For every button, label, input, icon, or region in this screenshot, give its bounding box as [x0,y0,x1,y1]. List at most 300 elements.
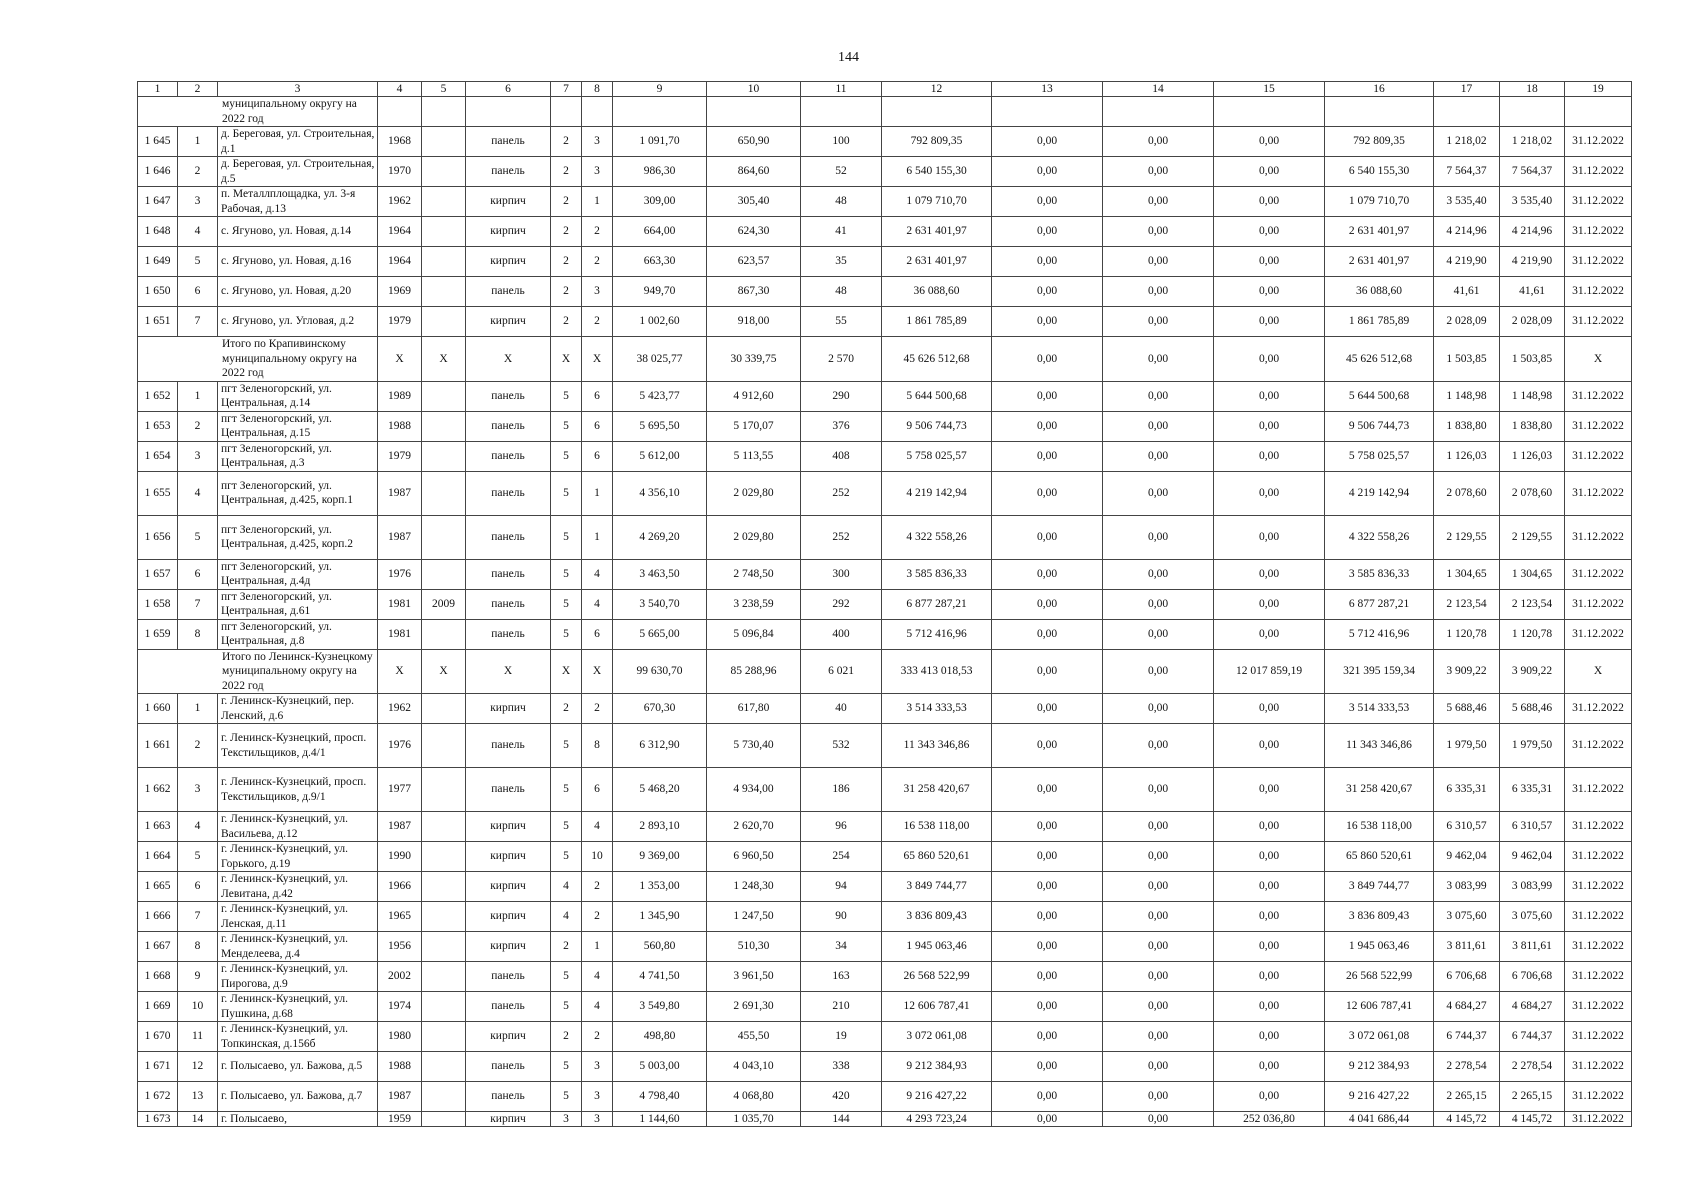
table-cell: 0,00 [1214,411,1325,441]
table-cell [422,1022,466,1052]
table-cell: 9 369,00 [613,842,707,872]
table-cell: 0,00 [1103,337,1214,382]
address-cell: г. Полысаево, [218,1112,378,1127]
table-cell: 9 216 427,22 [1325,1082,1434,1112]
column-number: 8 [582,82,613,97]
table-cell: 1 [582,187,613,217]
column-number: 9 [613,82,707,97]
table-cell: 664,00 [613,217,707,247]
table-cell: 2 265,15 [1434,1082,1500,1112]
table-cell: 0,00 [1103,1052,1214,1082]
column-number: 10 [707,82,801,97]
table-cell: панель [466,559,551,589]
column-number: 14 [1103,82,1214,97]
table-cell: 31.12.2022 [1565,471,1632,515]
table-cell: 0,00 [1103,694,1214,724]
table-cell: 8 [178,932,218,962]
table-cell: 0,00 [992,217,1103,247]
table-cell: 0,00 [992,471,1103,515]
total-row [138,97,1632,127]
table-cell: 5 665,00 [613,619,707,649]
table-cell: 0,00 [1103,902,1214,932]
table-cell [422,962,466,992]
table-row [138,277,1632,307]
table-cell: 292 [801,589,882,619]
table-cell [422,187,466,217]
table-cell: 31.12.2022 [1565,724,1632,768]
table-cell: 1980 [378,1022,422,1052]
table-cell: 0,00 [992,768,1103,812]
table-cell: 4 145,72 [1500,1112,1565,1127]
table-cell: 2 [551,157,582,187]
table-cell: 31.12.2022 [1565,962,1632,992]
table-cell: 6 706,68 [1500,962,1565,992]
table-cell: 4 269,20 [613,515,707,559]
table-cell: X [466,337,551,382]
table-cell: 0,00 [1214,157,1325,187]
address-cell: с. Ягуново, ул. Новая, д.20 [218,277,378,307]
table-cell: 5 758 025,57 [1325,441,1434,471]
table-cell: 252 036,80 [1214,1112,1325,1127]
table-cell: 3 [178,768,218,812]
table-cell: 31.12.2022 [1565,1082,1632,1112]
table-cell: 1 148,98 [1434,381,1500,411]
table-cell: 3 540,70 [613,589,707,619]
table-cell: 5 612,00 [613,441,707,471]
address-cell: д. Береговая, ул. Строительная, д.5 [218,157,378,187]
table-cell: 2 [582,872,613,902]
table-cell: 2 [582,217,613,247]
table-cell: 1987 [378,1082,422,1112]
table-cell: 6 312,90 [613,724,707,768]
table-cell: 1965 [378,902,422,932]
table-cell: 210 [801,992,882,1022]
table-cell: 0,00 [992,619,1103,649]
table-cell: 100 [801,127,882,157]
housing-registry-table [137,81,1632,1127]
table-cell: 4 [582,589,613,619]
table-cell: 40 [801,694,882,724]
table-cell: 0,00 [1103,649,1214,694]
table-cell: 9 462,04 [1434,842,1500,872]
table-cell: 0,00 [992,441,1103,471]
table-cell: 1987 [378,515,422,559]
table-cell: 1 248,30 [707,872,801,902]
address-cell: с. Ягуново, ул. Новая, д.16 [218,247,378,277]
table-cell: 0,00 [1103,217,1214,247]
table-cell: 3 [582,277,613,307]
table-cell: 252 [801,515,882,559]
table-cell: 5 [551,992,582,1022]
table-cell: 1964 [378,217,422,247]
table-row [138,381,1632,411]
address-cell: пгт Зеленогорский, ул. Центральная, д.8 [218,619,378,649]
table-cell: 31 258 420,67 [882,768,992,812]
table-cell: 1 945 063,46 [882,932,992,962]
table-cell: 36 088,60 [1325,277,1434,307]
table-cell: 45 626 512,68 [1325,337,1434,382]
table-cell: кирпич [466,1112,551,1127]
table-cell: 4 214,96 [1434,217,1500,247]
table-cell: 4 684,27 [1434,992,1500,1022]
table-cell: 1 838,80 [1434,411,1500,441]
table-cell: 4 [582,992,613,1022]
address-cell: г. Ленинск-Кузнецкий, просп. Текстильщиков, д.4/1 [218,724,378,768]
table-cell: 3 585 836,33 [1325,559,1434,589]
table-cell: 2 631 401,97 [1325,247,1434,277]
table-cell: 2 028,09 [1500,307,1565,337]
table-cell: 8 [178,619,218,649]
table-cell: 1 [582,471,613,515]
table-cell: 4 356,10 [613,471,707,515]
table-cell: кирпич [466,872,551,902]
table-cell: 0,00 [992,247,1103,277]
table-cell: 6 [178,872,218,902]
table-row [138,812,1632,842]
table-cell: 144 [801,1112,882,1127]
address-cell: пгт Зеленогорский, ул. Центральная, д.425, корп.1 [218,471,378,515]
table-cell: 1 672 [138,1082,178,1112]
column-number: 7 [551,82,582,97]
table-cell: 14 [178,1112,218,1127]
table-cell [422,559,466,589]
table-cell: кирпич [466,902,551,932]
table-cell [1500,97,1565,127]
table-cell: 31.12.2022 [1565,307,1632,337]
table-row [138,724,1632,768]
table-cell: 3 549,80 [613,992,707,1022]
table-cell: 0,00 [1214,962,1325,992]
table-cell: 0,00 [1103,1112,1214,1127]
table-cell: 2 [551,932,582,962]
table-cell: 867,30 [707,277,801,307]
table-cell: кирпич [466,812,551,842]
table-cell: 1 126,03 [1500,441,1565,471]
table-cell: 4 934,00 [707,768,801,812]
total-label: Итого по Крапивинскому муниципальному округу на 2022 год [138,337,378,382]
table-cell: 663,30 [613,247,707,277]
table-cell: 0,00 [1214,559,1325,589]
table-cell: 0,00 [1103,559,1214,589]
address-cell: пгт Зеленогорский, ул. Центральная, д.61 [218,589,378,619]
table-cell: 34 [801,932,882,962]
table-cell: X [378,649,422,694]
address-cell: с. Ягуново, ул. Угловая, д.2 [218,307,378,337]
table-cell: 19 [801,1022,882,1052]
table-cell: 1956 [378,932,422,962]
table-cell: 1 353,00 [613,872,707,902]
table-cell: 0,00 [992,277,1103,307]
address-cell: г. Ленинск-Кузнецкий, просп. Текстильщиков, д.9/1 [218,768,378,812]
table-cell: 420 [801,1082,882,1112]
table-cell: 85 288,96 [707,649,801,694]
total-row [138,337,1632,382]
table-row [138,1052,1632,1082]
table-cell: 1 663 [138,812,178,842]
table-cell: 0,00 [992,157,1103,187]
table-row [138,307,1632,337]
table-cell: кирпич [466,932,551,962]
table-cell: 4 [178,217,218,247]
table-cell: 26 568 522,99 [882,962,992,992]
table-cell: 4 219,90 [1500,247,1565,277]
table-cell [422,127,466,157]
table-cell: 560,80 [613,932,707,962]
table-cell: 321 395 159,34 [1325,649,1434,694]
table-cell: 6 744,37 [1500,1022,1565,1052]
table-cell [422,842,466,872]
table-cell: 163 [801,962,882,992]
table-cell: панель [466,127,551,157]
table-cell [422,157,466,187]
table-cell: 1 668 [138,962,178,992]
table-cell: 0,00 [992,962,1103,992]
table-cell: 0,00 [992,724,1103,768]
table-cell: 5 [551,515,582,559]
table-cell: 31 258 420,67 [1325,768,1434,812]
table-cell: 5 [551,619,582,649]
table-cell: 38 025,77 [613,337,707,382]
table-cell: 48 [801,187,882,217]
table-cell: 0,00 [1214,381,1325,411]
table-cell: 4 [582,559,613,589]
table-cell: панель [466,277,551,307]
table-cell: 16 538 118,00 [882,812,992,842]
table-cell: 1 662 [138,768,178,812]
table-cell: 5 170,07 [707,411,801,441]
table-cell: панель [466,441,551,471]
table-cell: 333 413 018,53 [882,649,992,694]
table-cell: 0,00 [1103,932,1214,962]
table-cell: 3 961,50 [707,962,801,992]
table-cell: 5 [178,247,218,277]
table-cell: 6 [582,619,613,649]
table-cell [422,247,466,277]
table-cell: X [378,337,422,382]
table-cell: 0,00 [1214,187,1325,217]
table-cell: 0,00 [992,872,1103,902]
table-cell: 0,00 [1214,471,1325,515]
table-cell: 1 [178,381,218,411]
table-cell [422,277,466,307]
table-cell: 2 129,55 [1434,515,1500,559]
table-cell: 2 691,30 [707,992,801,1022]
table-cell: 31.12.2022 [1565,187,1632,217]
table-cell: 1976 [378,559,422,589]
table-cell: 0,00 [1103,307,1214,337]
table-cell: 6 960,50 [707,842,801,872]
table-cell: панель [466,515,551,559]
table-cell: 309,00 [613,187,707,217]
table-row [138,187,1632,217]
table-cell: X [1565,337,1632,382]
column-number: 3 [218,82,378,97]
table-cell: 5 [551,1082,582,1112]
table-cell: 30 339,75 [707,337,801,382]
table-cell: 1987 [378,812,422,842]
table-cell: 2 123,54 [1434,589,1500,619]
table-cell: панель [466,589,551,619]
table-cell: 11 343 346,86 [1325,724,1434,768]
table-cell: 0,00 [992,187,1103,217]
table-cell: 1962 [378,694,422,724]
table-cell: 3 535,40 [1500,187,1565,217]
table-cell: 4 798,40 [613,1082,707,1112]
table-cell: 1964 [378,247,422,277]
table-cell: кирпич [466,842,551,872]
table-cell: 12 [178,1052,218,1082]
table-cell: 31.12.2022 [1565,902,1632,932]
table-cell: X [582,649,613,694]
table-cell: 2 [551,307,582,337]
table-cell: 1 665 [138,872,178,902]
table-cell: 0,00 [992,515,1103,559]
table-cell: X [422,337,466,382]
table-cell: 5 [551,441,582,471]
table-cell: 16 538 118,00 [1325,812,1434,842]
table-row [138,559,1632,589]
table-cell [422,411,466,441]
table-cell: 864,60 [707,157,801,187]
table-cell: 0,00 [1214,247,1325,277]
table-cell: 0,00 [1103,157,1214,187]
table-cell: 9 212 384,93 [1325,1052,1434,1082]
table-cell: 36 088,60 [882,277,992,307]
table-cell: 31.12.2022 [1565,1022,1632,1052]
table-cell: 5 712 416,96 [882,619,992,649]
table-cell: 8 [582,724,613,768]
table-cell: 2 278,54 [1434,1052,1500,1082]
table-cell: кирпич [466,247,551,277]
table-cell: 3 [582,1082,613,1112]
table-cell: 1 345,90 [613,902,707,932]
table-cell: 6 335,31 [1434,768,1500,812]
table-row [138,872,1632,902]
table-cell: 3 083,99 [1434,872,1500,902]
table-cell: 7 [178,902,218,932]
total-label: муниципальному округу на 2022 год [138,97,378,127]
table-cell: 11 [178,1022,218,1052]
table-cell: 0,00 [1214,694,1325,724]
table-cell: 13 [178,1082,218,1112]
table-cell: 3 072 061,08 [882,1022,992,1052]
table-cell: 5 [551,411,582,441]
table-cell: панель [466,768,551,812]
table-cell: кирпич [466,1022,551,1052]
address-cell: г. Ленинск-Кузнецкий, ул. Васильева, д.12 [218,812,378,842]
table-cell: 1 654 [138,441,178,471]
table-cell: 0,00 [992,127,1103,157]
table-cell: 1 646 [138,157,178,187]
table-cell: 5 712 416,96 [1325,619,1434,649]
address-cell: г. Ленинск-Кузнецкий, ул. Менделеева, д.4 [218,932,378,962]
table-cell: 7 564,37 [1434,157,1500,187]
table-cell [613,97,707,127]
table-cell: 5 096,84 [707,619,801,649]
table-cell: 0,00 [1214,768,1325,812]
table-cell: кирпич [466,217,551,247]
table-cell: 3 [582,127,613,157]
table-cell: 31.12.2022 [1565,1052,1632,1082]
table-cell: 5 695,50 [613,411,707,441]
table-cell: 1959 [378,1112,422,1127]
table-cell: 254 [801,842,882,872]
table-cell: 1 670 [138,1022,178,1052]
table-cell: 1979 [378,307,422,337]
table-cell: 1970 [378,157,422,187]
table-cell: 0,00 [1214,217,1325,247]
table-cell: 4 041 686,44 [1325,1112,1434,1127]
table-cell: 0,00 [1103,619,1214,649]
table-cell: 7 564,37 [1500,157,1565,187]
address-cell: пгт Зеленогорский, ул. Центральная, д.3 [218,441,378,471]
table-cell: кирпич [466,187,551,217]
table-cell: 31.12.2022 [1565,381,1632,411]
table-cell: 1988 [378,411,422,441]
table-body [138,82,1632,1127]
table-cell: 5 113,55 [707,441,801,471]
table-cell: 48 [801,277,882,307]
table-cell: 4 043,10 [707,1052,801,1082]
table-cell: 0,00 [992,1112,1103,1127]
table-cell: 4 145,72 [1434,1112,1500,1127]
table-cell: 1 002,60 [613,307,707,337]
table-cell: 3 075,60 [1434,902,1500,932]
table-cell: 1989 [378,381,422,411]
table-cell: 1 079 710,70 [1325,187,1434,217]
total-label: Итого по Ленинск-Кузнецкому муниципальному округу на 2022 год [138,649,378,694]
table-cell: 4 214,96 [1500,217,1565,247]
table-cell: 9 506 744,73 [882,411,992,441]
table-cell: 2 748,50 [707,559,801,589]
table-cell: 0,00 [1214,515,1325,559]
column-number: 16 [1325,82,1434,97]
table-cell: 3 514 333,53 [1325,694,1434,724]
table-cell: 6 [582,411,613,441]
table-cell: 0,00 [1214,589,1325,619]
table-cell: 617,80 [707,694,801,724]
table-cell: 532 [801,724,882,768]
table-cell: 0,00 [992,589,1103,619]
table-cell: 6 [178,559,218,589]
table-cell: 2009 [422,589,466,619]
table-cell: 1976 [378,724,422,768]
table-cell: 4 219,90 [1434,247,1500,277]
table-cell: 10 [178,992,218,1022]
table-cell: 5 [551,381,582,411]
table-cell: 3 238,59 [707,589,801,619]
table-cell: 3 [178,187,218,217]
table-cell: 6 [582,768,613,812]
table-row [138,589,1632,619]
table-cell: 5 [178,515,218,559]
table-cell: 0,00 [1103,768,1214,812]
table-cell: 31.12.2022 [1565,694,1632,724]
table-cell: 2 893,10 [613,812,707,842]
table-row [138,902,1632,932]
table-cell: 498,80 [613,1022,707,1052]
table-cell: 10 [582,842,613,872]
table-cell: 0,00 [992,649,1103,694]
table-cell: 5 644 500,68 [882,381,992,411]
table-cell: 1 979,50 [1500,724,1565,768]
table-cell: панель [466,962,551,992]
table-cell: 2 129,55 [1500,515,1565,559]
address-cell: с. Ягуново, ул. Новая, д.14 [218,217,378,247]
table-cell: панель [466,471,551,515]
table-cell [422,1052,466,1082]
table-cell: 0,00 [992,337,1103,382]
